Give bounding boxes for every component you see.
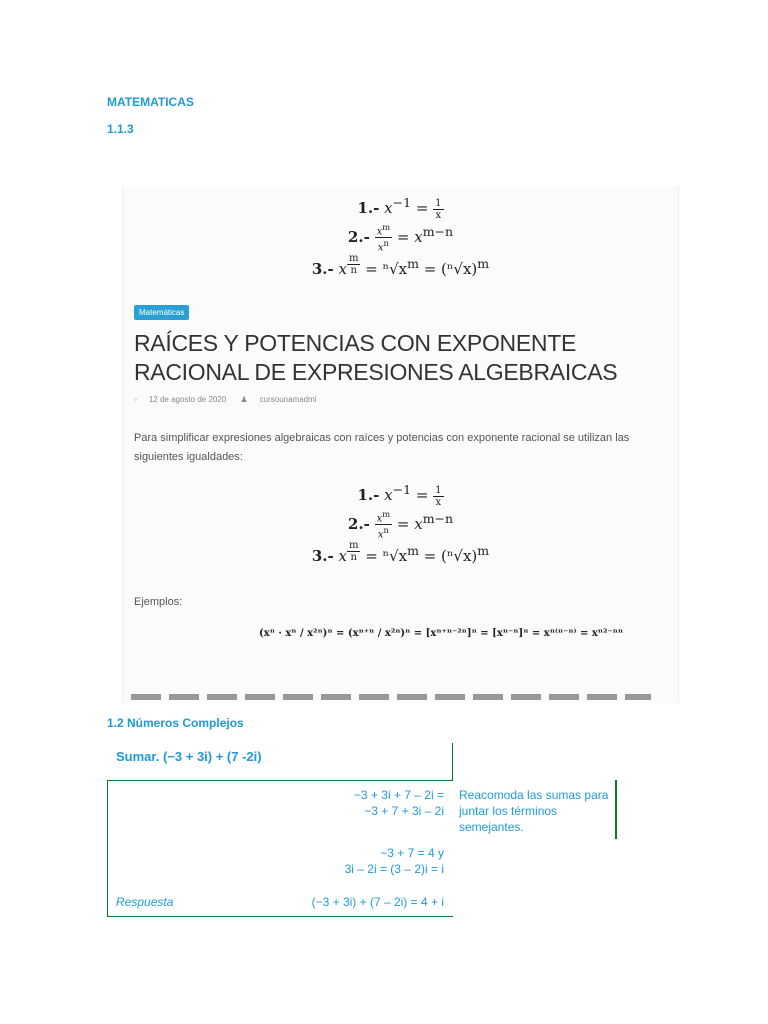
respuesta-label: Respuesta bbox=[116, 895, 174, 909]
formula-1-repeat: 1.- $x^{-1}$ = $\frac{1}{x}$ bbox=[357, 482, 442, 508]
table-border-left bbox=[107, 780, 108, 916]
user-icon: ♟ bbox=[240, 395, 248, 404]
category-badge[interactable]: Matemáticas bbox=[134, 305, 189, 320]
article-paragraph: Para simplificar expresiones algebraicas con raíces y potencias con exponente racional se utilizan las siguientes igualdades: bbox=[134, 432, 630, 463]
heading-matematicas: MATEMATICAS bbox=[107, 95, 194, 109]
table-border-note-right bbox=[615, 780, 617, 839]
formula-3-repeat: 3.- x $^{\frac{m}{n}}$ = $^n√x^m = (^n√x)^m$ bbox=[311, 540, 490, 566]
step-note: Reacomoda las sumas para juntar los términos semejantes. bbox=[459, 788, 609, 834]
sumar-label: Sumar. bbox=[116, 749, 160, 764]
heading-section-12: 1.2 Números Complejos bbox=[107, 716, 244, 730]
example-formula: (xⁿ · xⁿ / x²ⁿ)ⁿ = (xⁿ⁺ⁿ / x²ⁿ)ⁿ = [xⁿ⁺ⁿ⁻²ⁿ]ⁿ = [xⁿ⁻ⁿ]ⁿ = xⁿ⁽ⁿ⁻ⁿ⁾ = xⁿ²⁻ⁿⁿ bbox=[259, 628, 624, 639]
embedded-screenshot bbox=[122, 186, 679, 703]
table-border-mid bbox=[107, 780, 453, 781]
heading-section-113: 1.1.3 bbox=[107, 122, 134, 136]
table-border-bottom bbox=[107, 916, 453, 917]
formula-2: 2.- $\frac{x^m}{x^n}$ = $x^{m-n}$ bbox=[347, 221, 454, 254]
ejemplos-label: Ejemplos: bbox=[134, 596, 183, 608]
sumar-expression: (−3 + 3i) + (7 -2i) bbox=[162, 749, 262, 764]
respuesta-value: (−3 + 3i) + (7 – 2i) = 4 + i bbox=[311, 895, 444, 909]
calendar-icon: ▫ bbox=[134, 395, 137, 404]
article-meta bbox=[134, 395, 329, 404]
step-4: 3i – 2i = (3 – 2)i = i bbox=[344, 862, 444, 876]
step-2: −3 + 7 + 3i – 2i bbox=[364, 804, 444, 818]
step-1: −3 + 3i + 7 – 2i = bbox=[353, 788, 444, 802]
step-3: −3 + 7 = 4 y bbox=[380, 846, 444, 860]
article-author[interactable]: cursounamadmi bbox=[259, 395, 317, 404]
formula-block-top bbox=[123, 192, 678, 280]
formula-block-bottom bbox=[123, 479, 678, 567]
formula-2-repeat: 2.- $\frac{x^m}{x^n}$ = $x^{m-n}$ bbox=[347, 508, 454, 541]
formula-1: 1.- $x^{-1}$ = $\frac{1}{x}$ bbox=[357, 195, 442, 221]
cut-off-text bbox=[131, 694, 651, 700]
formula-3: 3.- x $^{\frac{m}{n}}$ = $^n√x^m = (^n√x)^m$ bbox=[311, 253, 490, 279]
article-date[interactable]: 12 de agosto de 2020 bbox=[148, 395, 227, 404]
table-border-top-right bbox=[452, 743, 453, 780]
sumar-title bbox=[116, 749, 262, 764]
article-title: RAÍCES Y POTENCIAS CON EXPONENTE RACIONAL DE EXPRESIONES ALGEBRAICAS bbox=[134, 330, 618, 385]
